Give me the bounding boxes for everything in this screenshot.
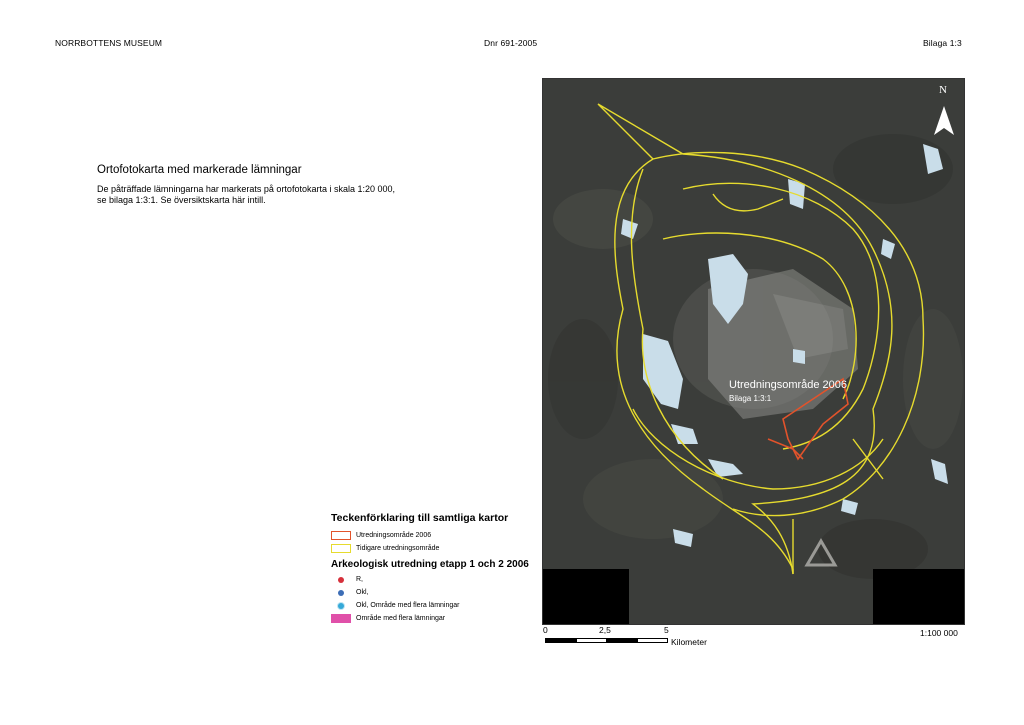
- legend-item-r: [331, 573, 531, 586]
- legend-label: Okl,: [356, 589, 369, 596]
- legend-label: Tidigare utredningsområde: [356, 545, 440, 552]
- survey-area-sublabel: Bilaga 1:3:1: [729, 394, 772, 403]
- map-title: Ortofotokarta med markerade lämningar: [97, 164, 302, 176]
- legend-item-okl: [331, 586, 531, 599]
- legend-label: R,: [356, 576, 363, 583]
- legend-item-previous-survey: [331, 542, 531, 555]
- legend-item-okl-area: [331, 599, 531, 612]
- scale-bar: [540, 625, 730, 649]
- scale-label-2-5: 2,5: [599, 625, 611, 635]
- header-center: Dnr 691-2005: [484, 38, 538, 48]
- scale-unit: Kilometer: [671, 637, 707, 647]
- legend: [331, 512, 531, 625]
- legend-subheading: Arkeologisk utredning etapp 1 och 2 2006: [331, 559, 529, 570]
- map-description-line1: De påträffade lämningarna har markerats på ortofotokarta i skala 1:20 000,: [97, 184, 396, 194]
- header-right: Bilaga 1:3: [923, 38, 962, 48]
- scale-ratio: 1:100 000: [920, 628, 958, 638]
- legend-label: Utredningsområde 2006: [356, 532, 432, 539]
- map-corner-left: [543, 569, 629, 624]
- legend-item-survey-2006: [331, 529, 531, 542]
- header-left: NORRBOTTENS MUSEUM: [55, 38, 163, 48]
- legend-label: Okl, Område med flera lämningar: [356, 602, 460, 609]
- scale-label-5: 5: [664, 625, 669, 635]
- red-dot-icon: [338, 577, 344, 583]
- scale-label-0: 0: [543, 625, 548, 635]
- map-svg: [543, 79, 964, 624]
- legend-heading: Teckenförklaring till samtliga kartor: [331, 512, 509, 524]
- legend-swatch-yellow-outline: [331, 544, 351, 553]
- map-description-line2: se bilaga 1:3:1. Se översiktskarta här intill.: [97, 195, 266, 205]
- orthophoto-map[interactable]: [542, 78, 965, 625]
- north-label: N: [939, 84, 947, 96]
- blue-dot-icon: [338, 590, 344, 596]
- legend-swatch-magenta-fill: [331, 614, 351, 623]
- legend-swatch-red-outline: [331, 531, 351, 540]
- legend-label: Område med flera lämningar: [356, 615, 446, 622]
- legend-item-area: [331, 612, 531, 625]
- scale-graphic: [545, 638, 668, 643]
- map-description: [97, 184, 467, 206]
- lake-7: [793, 349, 805, 364]
- survey-area-label: Utredningsområde 2006: [729, 379, 848, 391]
- map-corner-right: [873, 569, 964, 624]
- light-blue-dot-icon: [338, 603, 344, 609]
